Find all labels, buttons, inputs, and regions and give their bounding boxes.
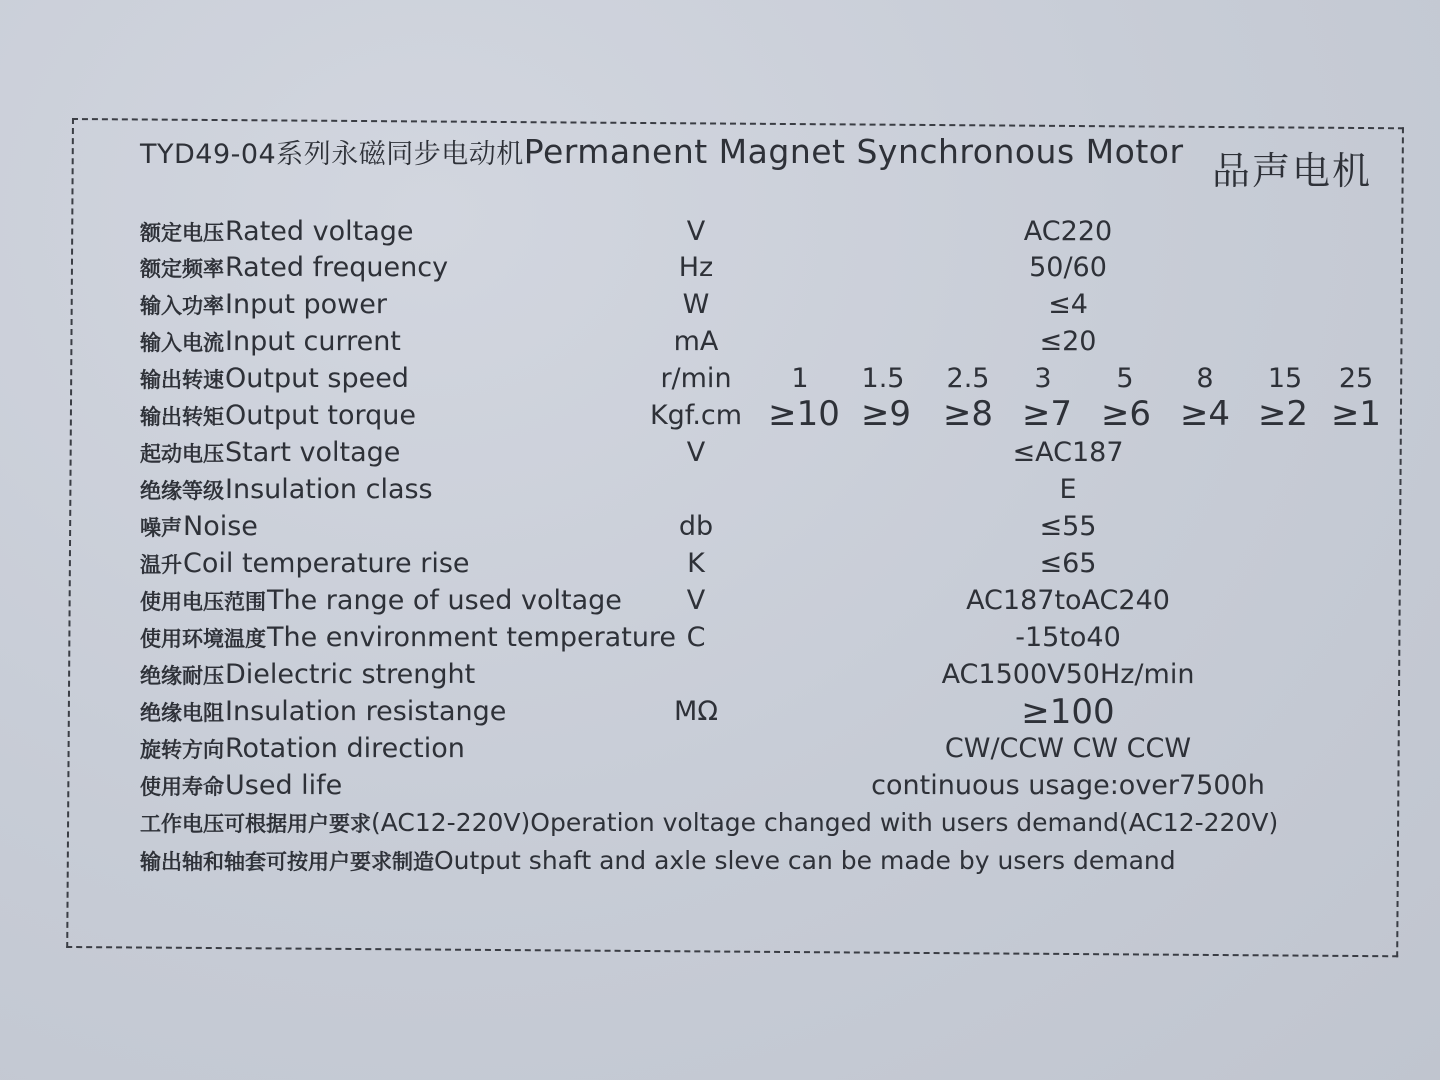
speed-value: 1.5 — [861, 363, 905, 394]
speed-value: 8 — [1196, 363, 1214, 394]
torque-value: ≥8 — [942, 394, 994, 434]
speed-value: 25 — [1338, 363, 1374, 394]
spec-value: continuous usage:over7500h — [871, 770, 1265, 801]
spec-label: 使用寿命Used life — [140, 770, 343, 801]
spec-label: 绝缘耐压Dielectric strenght — [140, 659, 476, 690]
spec-label: 输入电流Input current — [140, 326, 401, 357]
speed-value: 15 — [1267, 363, 1303, 394]
spec-label: 起动电压Start voltage — [140, 437, 401, 468]
speed-value: 1 — [791, 363, 809, 394]
title-english: Permanent Magnet Synchronous Motor — [523, 132, 1184, 171]
spec-value: ≥100 — [1021, 692, 1115, 732]
spec-value: -15to40 — [1015, 622, 1121, 653]
spec-unit: db — [678, 511, 714, 542]
torque-value: ≥7 — [1021, 394, 1073, 434]
model-series: TYD49-04系列永磁同步电动机 — [140, 139, 524, 170]
spec-unit: V — [686, 437, 706, 468]
spec-row-input-power — [0, 289, 1440, 325]
note-output-shaft: 输出轴和轴套可按用户要求制造Output shaft and axle sleve can be made by users demand — [140, 846, 1176, 875]
spec-label: 使用环境温度The environment temperature — [140, 622, 677, 653]
spec-row-insulation-class — [0, 474, 1440, 510]
spec-unit: K — [687, 548, 705, 579]
spec-row-environment-temperature — [0, 622, 1440, 658]
spec-value: 50/60 — [1029, 252, 1107, 283]
spec-unit: W — [682, 289, 710, 320]
torque-value: ≥9 — [860, 394, 912, 434]
spec-row-rated-frequency — [0, 252, 1440, 288]
spec-value: AC187toAC240 — [966, 585, 1170, 616]
spec-unit: C — [686, 622, 706, 653]
torque-value: ≥1 — [1330, 394, 1382, 434]
spec-row-noise — [0, 511, 1440, 547]
spec-label: 输入功率Input power — [140, 289, 387, 320]
spec-row-temperature-rise — [0, 548, 1440, 584]
spec-label: 旋转方向Rotation direction — [140, 733, 465, 764]
brand-name: 品声电机 — [1212, 149, 1373, 193]
torque-value: ≥10 — [768, 394, 840, 434]
spec-value: ≤55 — [1039, 511, 1097, 542]
spec-label: 绝缘电阻Insulation resistange — [140, 696, 507, 727]
torque-value: ≥4 — [1179, 394, 1231, 434]
spec-label: 绝缘等级Insulation class — [140, 474, 433, 505]
spec-value: ≤4 — [1048, 289, 1088, 320]
spec-unit: MΩ — [674, 696, 718, 727]
spec-unit: Hz — [678, 252, 714, 283]
spec-value: CW/CCW CW CCW — [944, 733, 1192, 764]
spec-row-input-current — [0, 326, 1440, 362]
spec-row-insulation-resistance — [0, 692, 1440, 732]
spec-row-rotation-direction — [0, 733, 1440, 769]
spec-row-start-voltage — [0, 437, 1440, 473]
note-operation-voltage: 工作电压可根据用户要求(AC12-220V)Operation voltage changed with users demand(AC12-220V) — [140, 808, 1279, 837]
spec-unit: mA — [673, 326, 719, 357]
spec-value: AC1500V50Hz/min — [941, 659, 1195, 690]
spec-value: ≤65 — [1039, 548, 1097, 579]
spec-row-used-life — [0, 770, 1440, 806]
torque-value: ≥6 — [1100, 394, 1152, 434]
spec-label: 输出转速Output speed — [140, 363, 409, 394]
spec-label: 使用电压范围The range of used voltage — [140, 585, 622, 616]
spec-unit: V — [686, 216, 706, 247]
spec-unit: r/min — [660, 363, 732, 394]
spec-row-rated-voltage — [0, 216, 1440, 252]
spec-unit: Kgf.cm — [649, 400, 743, 431]
label-title — [140, 132, 1184, 171]
speed-value: 3 — [1034, 363, 1052, 394]
spec-value: AC220 — [1023, 216, 1113, 247]
spec-label: 温升Coil temperature rise — [140, 548, 470, 579]
spec-label: 额定频率Rated frequency — [140, 252, 449, 283]
spec-unit: V — [686, 585, 706, 616]
spec-label: 输出转矩Output torque — [140, 400, 416, 431]
speed-value: 2.5 — [946, 363, 990, 394]
torque-value: ≥2 — [1257, 394, 1309, 434]
spec-row-voltage-range — [0, 585, 1440, 621]
spec-value: ≤AC187 — [1012, 437, 1124, 468]
spec-value: E — [1059, 474, 1077, 505]
spec-label: 额定电压Rated voltage — [140, 216, 414, 247]
spec-row-output-torque — [0, 394, 1440, 436]
spec-value: ≤20 — [1039, 326, 1097, 357]
spec-label: 噪声Noise — [140, 511, 258, 542]
spec-row-dielectric-strength — [0, 659, 1440, 695]
speed-value: 5 — [1116, 363, 1134, 394]
